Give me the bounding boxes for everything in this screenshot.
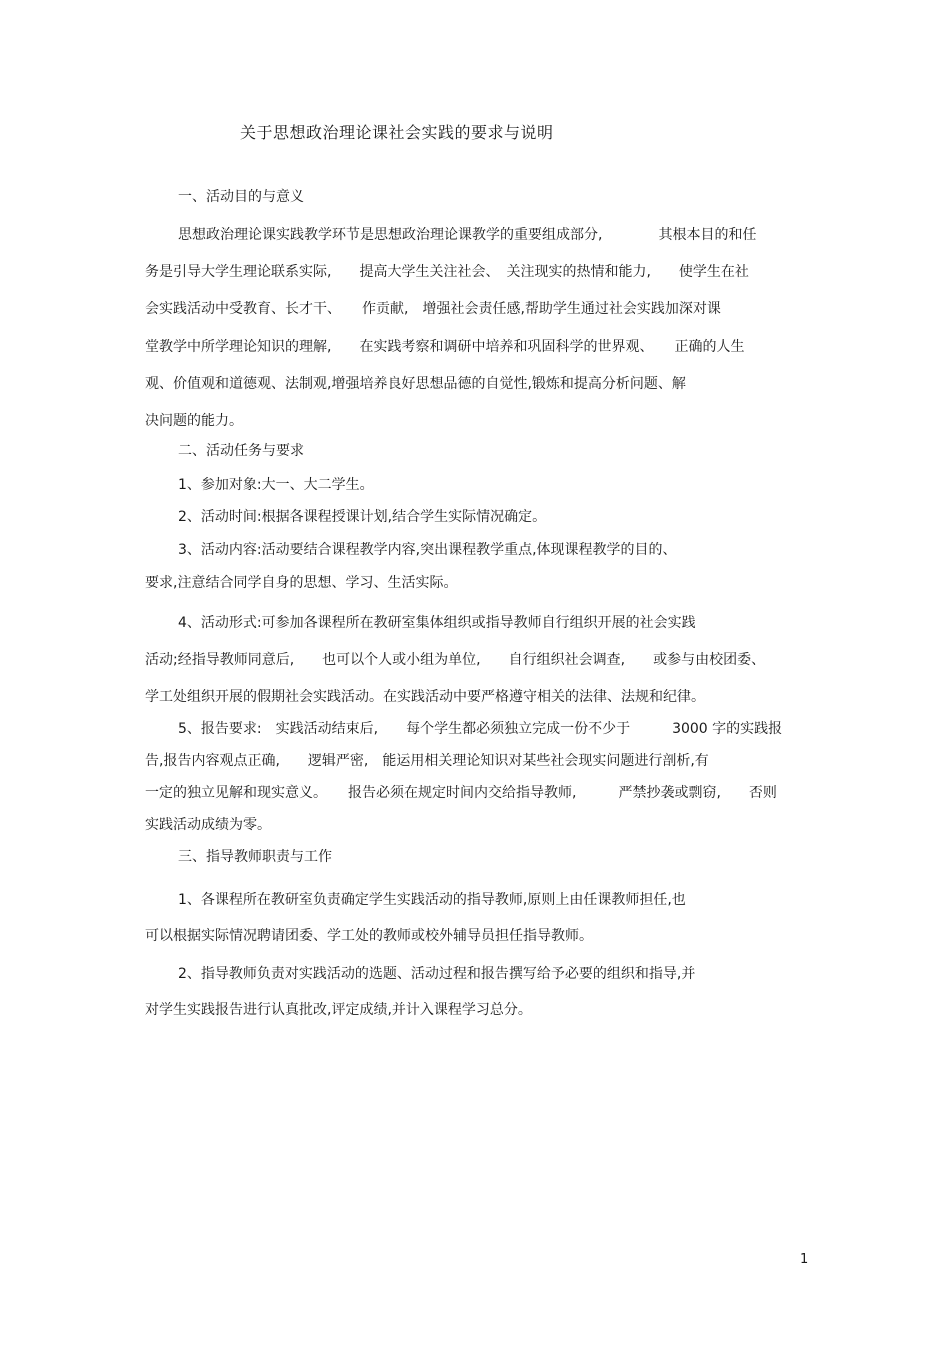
section-heading-3: 三、指导教师职责与工作 [178, 849, 332, 865]
paragraph-line: 决问题的能力。 [145, 413, 243, 429]
list-item: 5、报告要求: 实践活动结束后, 每个学生都必须独立完成一份不少于 3000 字的实践报 [178, 721, 783, 737]
list-item: 3、活动内容:活动要结合课程教学内容,突出课程教学重点,体现课程教学的目的、 [178, 542, 677, 558]
paragraph-line: 实践活动成绩为零。 [145, 817, 271, 833]
paragraph-line: 要求,注意结合同学自身的思想、学习、生活实际。 [145, 575, 458, 591]
paragraph-line: 务是引导大学生理论联系实际, 提高大学生关注社会、 关注现实的热情和能力, 使学生在社 [145, 264, 749, 280]
paragraph-line: 对学生实践报告进行认真批改,评定成绩,并计入课程学习总分。 [145, 1002, 532, 1018]
list-item: 1、各课程所在教研室负责确定学生实践活动的指导教师,原则上由任课教师担任,也 [178, 892, 686, 908]
paragraph-line: 一定的独立见解和现实意义。 报告必须在规定时间内交给指导教师, 严禁抄袭或剽窃, 否则 [145, 785, 777, 801]
paragraph-line: 思想政治理论课实践教学环节是思想政治理论课教学的重要组成部分, 其根本目的和任 [178, 227, 757, 243]
list-item: 1、参加对象:大一、大二学生。 [178, 477, 374, 493]
paragraph-line: 活动;经指导教师同意后, 也可以个人或小组为单位, 自行组织社会调查, 或参与由校团委、 [145, 652, 766, 668]
page-number: 1 [800, 1252, 809, 1267]
paragraph-line: 可以根据实际情况聘请团委、学工处的教师或校外辅导员担任指导教师。 [145, 928, 593, 944]
list-item: 4、活动形式:可参加各课程所在教研室集体组织或指导教师自行组织开展的社会实践 [178, 615, 696, 631]
page-title: 关于思想政治理论课社会实践的要求与说明 [240, 123, 554, 142]
paragraph-line: 堂教学中所学理论知识的理解, 在实践考察和调研中培养和巩固科学的世界观、 正确的人生 [145, 339, 745, 355]
paragraph-line: 观、价值观和道德观、法制观,增强培养良好思想品德的自觉性,锻炼和提高分析问题、解 [145, 376, 686, 392]
paragraph-line: 会实践活动中受教育、长才干、 作贡献, 增强社会责任感,帮助学生通过社会实践加深对课 [145, 301, 721, 317]
paragraph-line: 告,报告内容观点正确, 逻辑严密, 能运用相关理论知识对某些社会现实问题进行剖析,有 [145, 753, 709, 769]
list-item: 2、指导教师负责对实践活动的选题、活动过程和报告撰写给予必要的组织和指导,并 [178, 966, 696, 982]
section-heading-1: 一、活动目的与意义 [178, 189, 304, 205]
list-item: 2、活动时间:根据各课程授课计划,结合学生实际情况确定。 [178, 509, 547, 525]
paragraph-line: 学工处组织开展的假期社会实践活动。在实践活动中要严格遵守相关的法律、法规和纪律。 [145, 689, 705, 705]
section-heading-2: 二、活动任务与要求 [178, 443, 304, 459]
